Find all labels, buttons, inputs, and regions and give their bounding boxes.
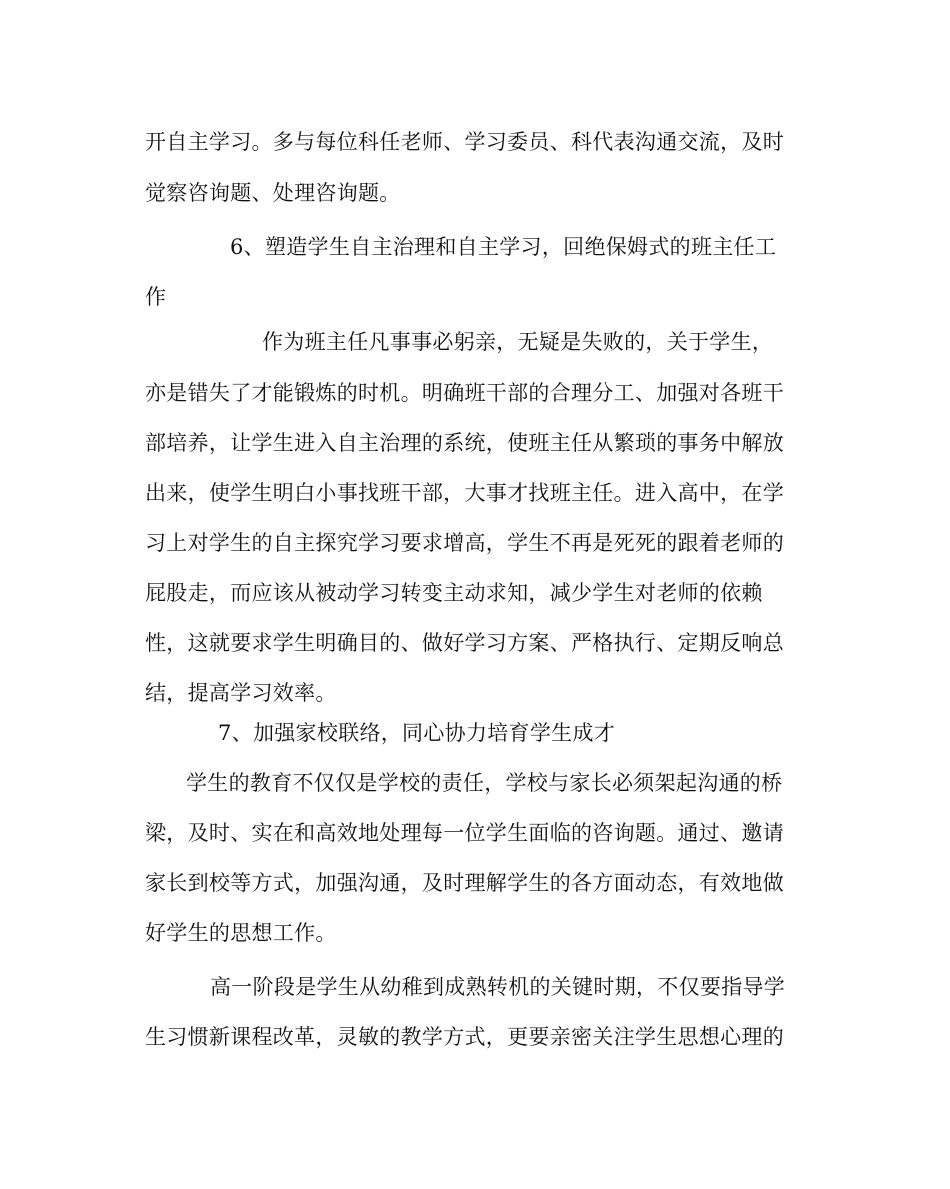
- text-line-10: 屁股走，而应该从被动学习转变主动求知，减少学生对老师的依赖: [145, 581, 763, 605]
- text-line-9: 习上对学生的自主探究学习要求增高，学生不再是死死的跟着老师的: [145, 531, 784, 555]
- text-line-18: 高一阶段是学生从幼稚到成熟转机的关键时期，不仅要指导学: [210, 975, 786, 999]
- text-line-8: 出来，使学生明白小事找班干部，大事才找班主任。进入高中，在学: [145, 481, 784, 505]
- text-line-15: 梁，及时、实在和高效地处理每一位学生面临的咨询题。通过、邀请: [145, 821, 784, 845]
- text-line-12: 结，提高学习效率。: [145, 681, 337, 705]
- text-line-4: 作: [145, 285, 167, 309]
- text-line-13: 7、加强家校联络，同心协力培育学生成才: [218, 721, 616, 745]
- text-line-17: 好学生的思想工作。: [145, 921, 337, 945]
- text-line-2: 觉察咨询题、处理咨询题。: [145, 181, 401, 205]
- text-line-11: 性，这就要求学生明确目的、做好学习方案、严格执行、定期反响总: [145, 631, 784, 655]
- text-line-5: 作为班主任凡事事必躬亲，无疑是失败的，关于学生，: [262, 330, 774, 354]
- text-line-6: 亦是错失了才能锻炼的时机。明确班干部的合理分工、加强对各班干: [145, 381, 784, 405]
- text-line-1: 开自主学习。多与每位科任老师、学习委员、科代表沟通交流，及时: [145, 130, 784, 154]
- text-line-14: 学生的教育不仅仅是学校的责任，学校与家长必须架起沟通的桥: [186, 771, 783, 795]
- text-line-3: 6、塑造学生自主治理和自主学习，回绝保姆式的班主任工: [230, 235, 777, 259]
- text-line-16: 家长到校等方式，加强沟通，及时理解学生的各方面动态，有效地做: [145, 871, 784, 895]
- text-line-7: 部培养，让学生进入自主治理的系统，使班主任从繁琐的事务中解放: [145, 431, 784, 455]
- text-line-19: 生习惯新课程改革，灵敏的教学方式，更要亲密关注学生思想心理的: [145, 1025, 784, 1049]
